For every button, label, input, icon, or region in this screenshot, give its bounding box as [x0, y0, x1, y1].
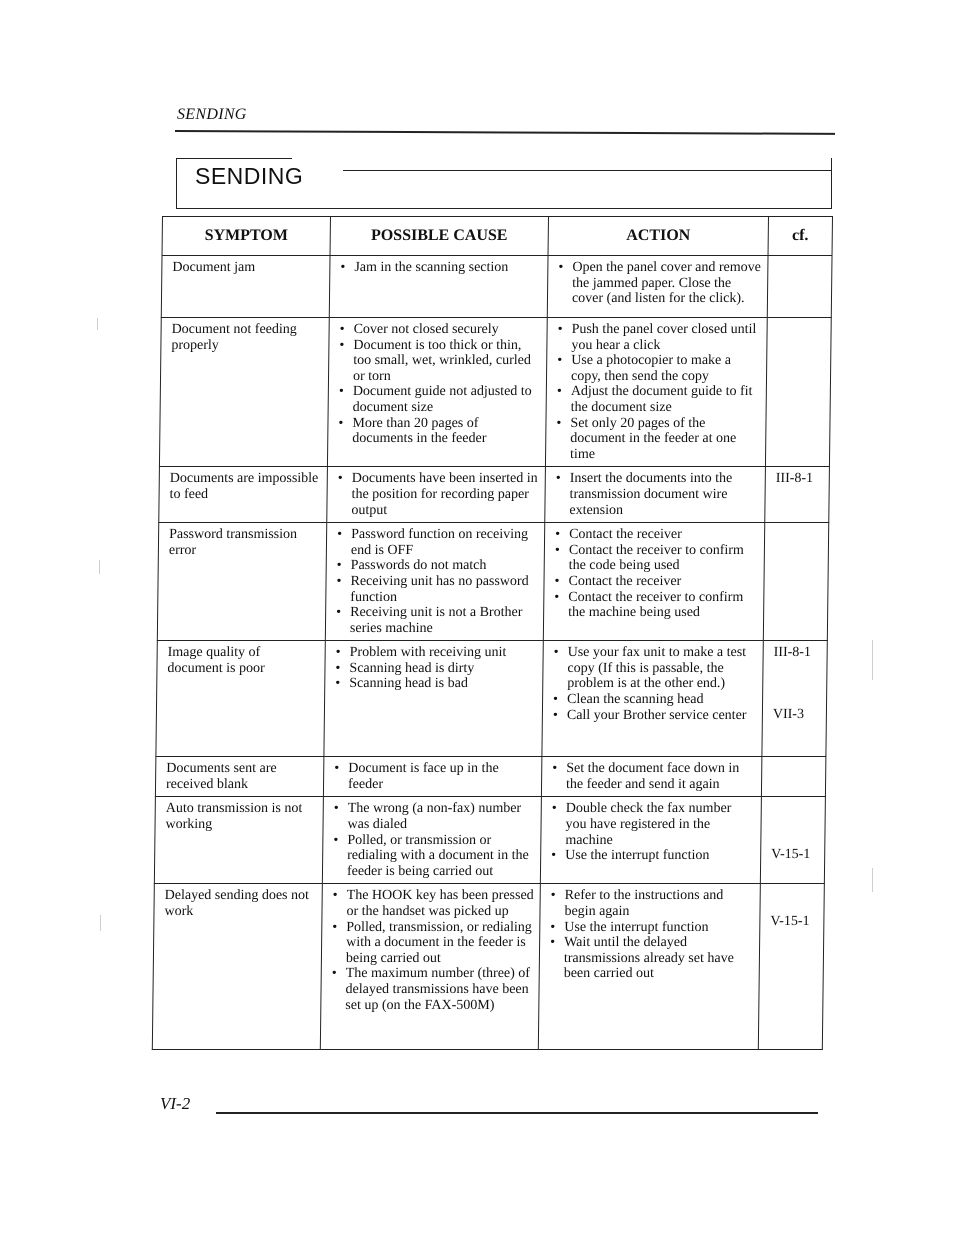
cause-item: • Document is face up in the feeder: [334, 761, 535, 792]
cause-item: • The wrong (a non-fax) number was dialed: [333, 801, 534, 832]
symptom-cell: Document jam: [161, 256, 330, 318]
ref-cell: [765, 467, 830, 523]
cause-item: • Polled, transmission, or redialing with a document in the feeder is being carried out: [332, 920, 534, 967]
cause-cell: [323, 757, 541, 797]
action-item: • Push the panel cover closed until you hear a click: [557, 322, 760, 353]
ref-cell: [762, 641, 827, 757]
action-item: • Wait until the delayed transmissions already set have been carried out: [550, 935, 754, 982]
cause-cell-list: [335, 645, 537, 692]
ref-item: V-15-1: [770, 914, 810, 930]
cause-cell-list: [331, 888, 534, 1013]
cause-cell: [322, 797, 541, 884]
table-row: [159, 467, 830, 523]
cause-cell: [325, 523, 544, 641]
cause-cell-list: [333, 801, 535, 879]
symptom-cell: Documents are impossible to feed: [159, 467, 328, 523]
ref-item: VII-3: [772, 706, 805, 722]
action-item: • Open the panel cover and remove the jammed paper. Close the cover (and listen for the click).: [558, 260, 762, 307]
cause-item: • Problem with receiving unit: [336, 645, 537, 661]
cause-item: • Scanning head is bad: [335, 676, 536, 692]
cause-cell: [327, 318, 547, 467]
ref-cell: [761, 757, 825, 797]
action-item: • Refer to the instructions and begin again: [550, 888, 753, 919]
table-body: [152, 256, 832, 1050]
action-item: • Double check the fax number you have registered in the machine: [551, 801, 755, 848]
action-cell-list: [553, 645, 757, 723]
cause-item: • Document guide not adjusted to document size: [339, 384, 540, 415]
cause-cell-list: [340, 260, 541, 276]
action-item: • Clean the scanning head: [553, 692, 756, 708]
section-title: SENDING: [195, 163, 304, 189]
symptom-cell: Auto transmission is not working: [154, 797, 323, 884]
action-item: • Set only 20 pages of the document in the feeder at one time: [556, 416, 760, 463]
scan-margin-mark: [872, 868, 873, 892]
action-item: • Use the interrupt function: [551, 848, 754, 864]
title-box-top-left-rule: [177, 158, 292, 159]
table-row: [157, 523, 828, 641]
action-cell-list: [554, 527, 758, 621]
symptom-cell: Password transmission error: [157, 523, 326, 641]
table-row: [159, 318, 831, 467]
title-box-top-right-rule: [343, 170, 831, 171]
ref-cell: [760, 797, 825, 884]
table-row: [154, 797, 825, 884]
action-item: • Use a photocopier to make a copy, then send the copy: [557, 353, 760, 384]
action-item: • Use your fax unit to make a test copy (If this is passable, the problem is at the other end.): [553, 645, 757, 692]
action-cell-list: [558, 260, 762, 307]
action-cell-list: [555, 471, 759, 518]
action-cell: [541, 757, 761, 797]
footer-rule: [216, 1112, 818, 1114]
cause-item: • Receiving unit has no password function: [336, 574, 537, 605]
troubleshooting-table: [152, 216, 833, 1050]
action-cell: [540, 797, 761, 884]
cause-item: • Polled, or transmission or redialing with a document in the feeder is being carried out: [333, 833, 535, 880]
cause-item: • More than 20 pages of documents in the feeder: [338, 416, 539, 447]
scan-margin-mark: [100, 915, 101, 931]
cause-cell-list: [336, 527, 538, 636]
action-cell-list: [550, 888, 754, 982]
cause-column-header: POSSIBLE CAUSE: [330, 217, 548, 256]
action-item: • Call your Brother service center: [553, 708, 756, 724]
cause-item: • The HOOK key has been pressed or the handset was picked up: [332, 888, 533, 919]
table-row: [152, 884, 824, 1050]
action-cell: [547, 256, 768, 318]
action-cell-list: [552, 761, 755, 792]
cause-cell: [329, 256, 548, 318]
action-item: • Use the interrupt function: [550, 920, 753, 936]
page-number: VI-2: [160, 1094, 191, 1113]
section-title-box: [176, 158, 832, 209]
ref-cell: [763, 523, 828, 641]
action-item: • Insert the documents into the transmission document wire extension: [555, 471, 759, 518]
action-column-header: ACTION: [548, 217, 768, 256]
action-item: • Contact the receiver to confirm the code being used: [555, 543, 758, 574]
cause-item: • Cover not closed securely: [340, 322, 541, 338]
action-cell: [545, 318, 767, 467]
action-cell-list: [551, 801, 755, 863]
action-cell: [543, 523, 764, 641]
ref-item: III-8-1: [775, 471, 814, 487]
cause-item: • Jam in the scanning section: [340, 260, 541, 276]
symptom-cell: Documents sent are received blank: [155, 757, 323, 797]
cause-cell-list: [338, 322, 541, 447]
symptom-cell: Delayed sending does not work: [152, 884, 322, 1050]
cause-cell: [320, 884, 540, 1050]
table-header-row: [162, 217, 832, 256]
cause-item: • Documents have been inserted in the position for recording paper output: [337, 471, 539, 518]
ref-cell: [758, 884, 824, 1050]
scan-margin-mark: [872, 640, 873, 680]
action-cell-list: [556, 322, 761, 462]
cause-item: • Password function on receiving end is OFF: [337, 527, 538, 558]
ref-item: III-8-1: [773, 645, 812, 661]
ref-cell: [765, 318, 831, 467]
action-cell: [545, 467, 766, 523]
action-cell: [542, 641, 763, 757]
table-row: [155, 757, 825, 797]
cause-cell: [327, 467, 546, 523]
table-row: [156, 641, 827, 757]
action-item: • Contact the receiver: [554, 574, 757, 590]
header-rule: [175, 130, 835, 135]
cause-item: • Scanning head is dirty: [335, 661, 536, 677]
cause-item: • The maximum number (three) of delayed transmissions have been set up (on the FAX-500M): [331, 966, 533, 1013]
ref-item: V-15-1: [771, 847, 811, 863]
symptom-cell: Document not feeding properly: [159, 318, 329, 467]
ref-column-header: cf.: [768, 217, 832, 256]
cause-cell: [324, 641, 543, 757]
scan-margin-mark: [97, 318, 98, 330]
cause-item: • Document is too thick or thin, too small, wet, wrinkled, curled or torn: [339, 338, 541, 385]
cause-cell-list: [334, 761, 535, 792]
action-item: • Adjust the document guide to fit the document size: [557, 384, 760, 415]
symptom-cell: Image quality of document is poor: [156, 641, 325, 757]
table-row: [161, 256, 832, 318]
action-item: • Contact the receiver to confirm the machine being used: [554, 590, 757, 621]
cause-cell-list: [337, 471, 539, 518]
action-item: • Contact the receiver: [555, 527, 758, 543]
ref-cell: [767, 256, 832, 318]
symptom-column-header: SYMPTOM: [162, 217, 330, 256]
running-header: SENDING: [177, 106, 247, 123]
cause-item: • Receiving unit is not a Brother series machine: [336, 605, 537, 636]
action-cell: [538, 884, 760, 1050]
scan-margin-mark: [99, 560, 100, 574]
action-item: • Set the document face down in the feeder and send it again: [552, 761, 755, 792]
cause-item: • Passwords do not match: [337, 558, 538, 574]
